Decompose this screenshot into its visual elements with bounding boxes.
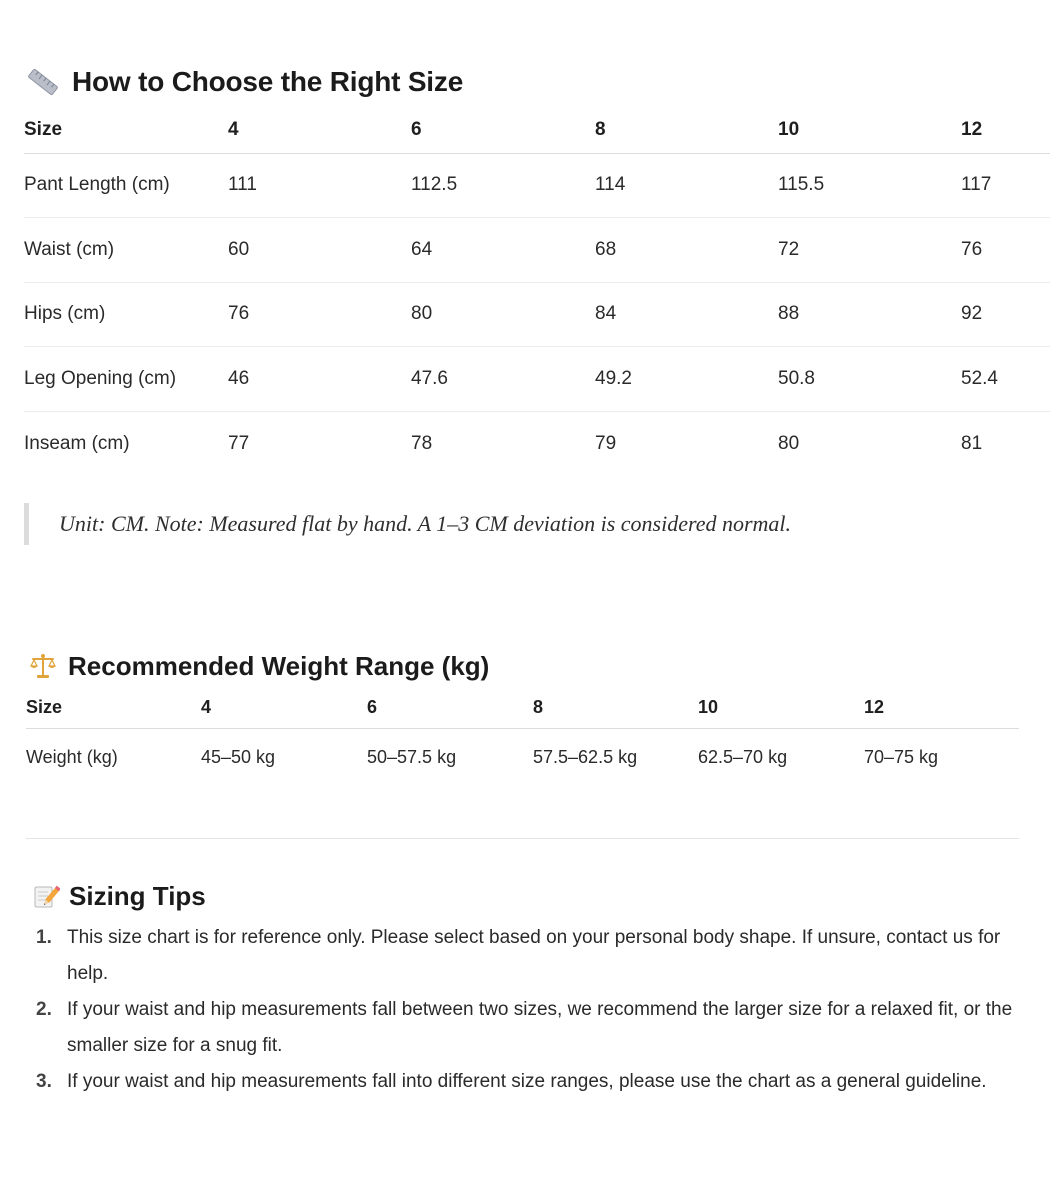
list-item-text: This size chart is for reference only. Please select based on your personal body shape. If unsure, contact us for help.: [67, 927, 1001, 984]
sizing-tips-title: Sizing Tips: [69, 880, 206, 911]
table-cell: 68: [595, 218, 778, 283]
table-cell: 49.2: [595, 347, 778, 412]
weight-range-table: [26, 688, 1019, 786]
weight-range-title: Recommended Weight Range (kg): [68, 650, 490, 681]
weight-range-heading: [28, 646, 489, 686]
table-cell: 57.5–62.5 kg: [533, 746, 638, 767]
list-item-number: 3.: [36, 1071, 52, 1092]
table-cell: 79: [595, 432, 617, 454]
table-cell: 47.6: [411, 347, 595, 412]
table-cell: 88: [778, 282, 961, 347]
table-cell: 76: [961, 218, 1050, 283]
sizing-tips-heading: [32, 876, 206, 916]
table-cell: 115.5: [778, 153, 961, 218]
row-label: Pant Length (cm): [24, 153, 228, 218]
table-row: [26, 728, 1019, 786]
list-item-text: If your waist and hip measurements fall between two sizes, we recommend the larger size for a relaxed fit, or the smaller size for a snug fit.: [67, 999, 1013, 1056]
section-divider: [26, 838, 1019, 839]
list-item-number: 1.: [36, 927, 52, 948]
header-cell: 10: [778, 108, 961, 153]
table-row: [24, 347, 1050, 412]
measurement-note-text: Unit: CM. Note: Measured flat by hand. A 1–3 CM deviation is considered normal.: [59, 511, 792, 536]
table-row: [24, 411, 1050, 476]
table-row: [24, 282, 1050, 347]
table-cell: 62.5–70 kg: [698, 746, 788, 767]
table-cell: 112.5: [411, 153, 595, 218]
table-header-row: [24, 108, 1050, 153]
size-chart-table: [24, 108, 1050, 476]
list-item: [36, 992, 1026, 1064]
header-cell: 4: [228, 108, 411, 153]
memo-icon: [32, 882, 60, 910]
header-cell: 8: [533, 688, 698, 728]
header-cell: 10: [698, 688, 864, 728]
table-header-row: [26, 688, 1019, 728]
header-cell: 12: [864, 688, 1019, 728]
ruler-icon: [26, 65, 60, 99]
table-cell: 52.4: [961, 347, 1050, 412]
row-label: Hips (cm): [24, 282, 228, 347]
row-label: Leg Opening (cm): [24, 347, 228, 412]
table-row: [24, 218, 1050, 283]
table-cell: 46: [228, 347, 411, 412]
size-chart-title: How to Choose the Right Size: [72, 66, 464, 97]
header-cell: 4: [201, 688, 367, 728]
table-cell: 92: [961, 282, 1050, 347]
size-chart-heading: [26, 62, 463, 102]
header-cell: 12: [961, 108, 1050, 153]
list-item-number: 2.: [36, 999, 52, 1020]
sizing-tips-list: [36, 920, 1026, 1100]
table-cell: 50–57.5 kg: [367, 746, 457, 767]
list-item: [36, 920, 1026, 992]
header-cell: 6: [411, 108, 595, 153]
row-label: Inseam (cm): [24, 432, 130, 454]
table-cell: 76: [228, 282, 411, 347]
table-cell: 64: [411, 218, 595, 283]
table-cell: 60: [228, 218, 411, 283]
table-cell: 70–75 kg: [864, 746, 939, 767]
table-cell: 114: [595, 153, 778, 218]
header-cell: Size: [24, 108, 228, 153]
table-cell: 78: [411, 432, 433, 454]
table-cell: 72: [778, 218, 961, 283]
table-cell: 80: [411, 282, 595, 347]
table-cell: 111: [228, 153, 411, 218]
table-cell: 80: [778, 432, 800, 454]
row-label: Weight (kg): [26, 746, 118, 767]
table-cell: 117: [961, 153, 1050, 218]
table-cell: 84: [595, 282, 778, 347]
table-row: [24, 153, 1050, 218]
list-item: [36, 1064, 1026, 1100]
table-cell: 45–50 kg: [201, 746, 276, 767]
measurement-note: [24, 503, 791, 545]
header-cell: 8: [595, 108, 778, 153]
table-cell: 77: [228, 432, 250, 454]
list-item-text: If your waist and hip measurements fall into different size ranges, please use the chart as a general guideline.: [67, 1071, 987, 1092]
table-cell: 81: [961, 432, 983, 454]
header-cell: 6: [367, 688, 533, 728]
scales-icon: [28, 651, 58, 681]
table-cell: 50.8: [778, 347, 961, 412]
header-cell: Size: [26, 688, 201, 728]
row-label: Waist (cm): [24, 218, 228, 283]
